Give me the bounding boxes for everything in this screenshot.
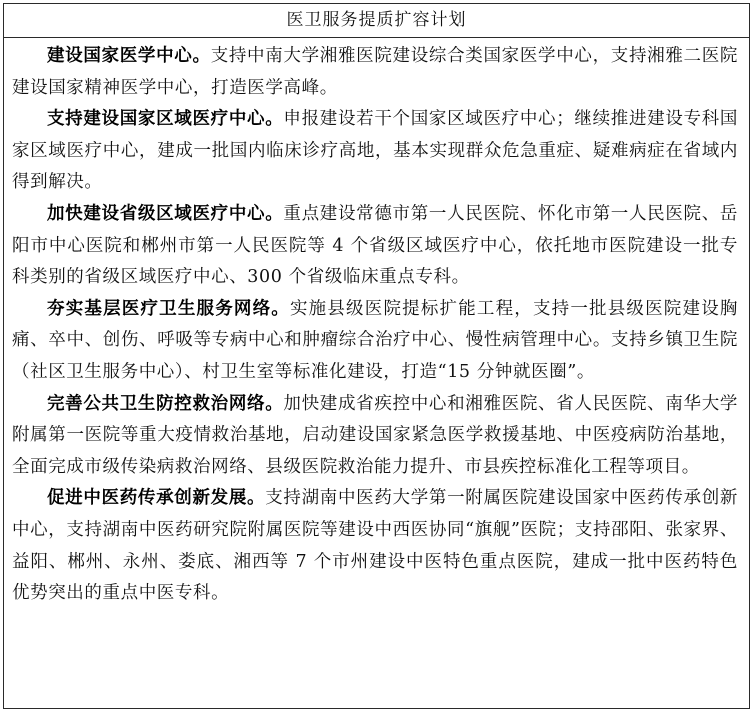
paragraph-text: 申报建设若干个国家区域医疗中心；继续推进建设专科国家区域医疗中心，建成一批国内临床诊疗高地，基本实现群众危急重症、疑难病症在省域内得到解决。 [12, 109, 738, 193]
paragraph-tcm-development [12, 483, 738, 609]
paragraph-heading: 支持建设国家区域医疗中心。 [47, 109, 284, 130]
paragraph-public-health-network [12, 389, 738, 484]
paragraph-heading: 建设国家医学中心。 [47, 46, 211, 66]
paragraph-national-regional-center [12, 104, 738, 199]
paragraph-text: 实施县级医院提标扩能工程，支持一批县级医院建设胸痛、卒中、创伤、呼吸等专病中心和肿瘤综合治疗中心、慢性病管理中心。支持乡镇卫生院（社区卫生服务中心）、村卫生室等标准化建设，打造“15 分钟就医圈”。 [12, 298, 738, 382]
document-box [3, 3, 750, 709]
paragraph-heading: 加快建设省级区域医疗中心。 [47, 203, 284, 224]
paragraph-text: 重点建设常德市第一人民医院、怀化市第一人民医院、岳阳市中心医院和郴州市第一人民医院等 4 个省级区域医疗中心，依托地市医院建设一批专科类别的省级区域医疗中心、300 个省级临床重点专科。 [12, 203, 738, 288]
paragraph-text: 加快建成省疾控中心和湘雅医院、省人民医院、南华大学附属第一医院等重大疫情救治基地，启动建设国家紧急医学救援基地、中医疫病防治基地，全面完成市级传染病救治网络、县级医院救治能力提升、市县疾控标准化工程等项目。 [12, 393, 738, 477]
paragraph-heading: 促进中医药传承创新发展。 [47, 488, 266, 509]
paragraph-national-medical-center [12, 41, 738, 104]
paragraph-heading: 夯实基层医疗卫生服务网络。 [47, 298, 290, 319]
paragraph-text: 支持湖南中医药大学第一附属医院建设国家中医药传承创新中心，支持湖南中医药研究院附属医院等建设中西医协同“旗舰”医院；支持邵阳、张家界、益阳、郴州、永州、娄底、湘西等 7 个市州建设中医特色重点医院，建成一批中医药特色优势突出的重点中医专科。 [12, 488, 738, 604]
page-title: 医卫服务提质扩容计划 [4, 4, 749, 38]
paragraph-grassroots-network [12, 294, 738, 389]
paragraph-provincial-regional-center [12, 199, 738, 294]
paragraph-heading: 完善公共卫生防控救治网络。 [47, 393, 284, 414]
document-body [4, 38, 749, 610]
paragraph-text: 支持中南大学湘雅医院建设综合类国家医学中心，支持湘雅二医院建设国家精神医学中心，打造医学高峰。 [12, 46, 738, 98]
